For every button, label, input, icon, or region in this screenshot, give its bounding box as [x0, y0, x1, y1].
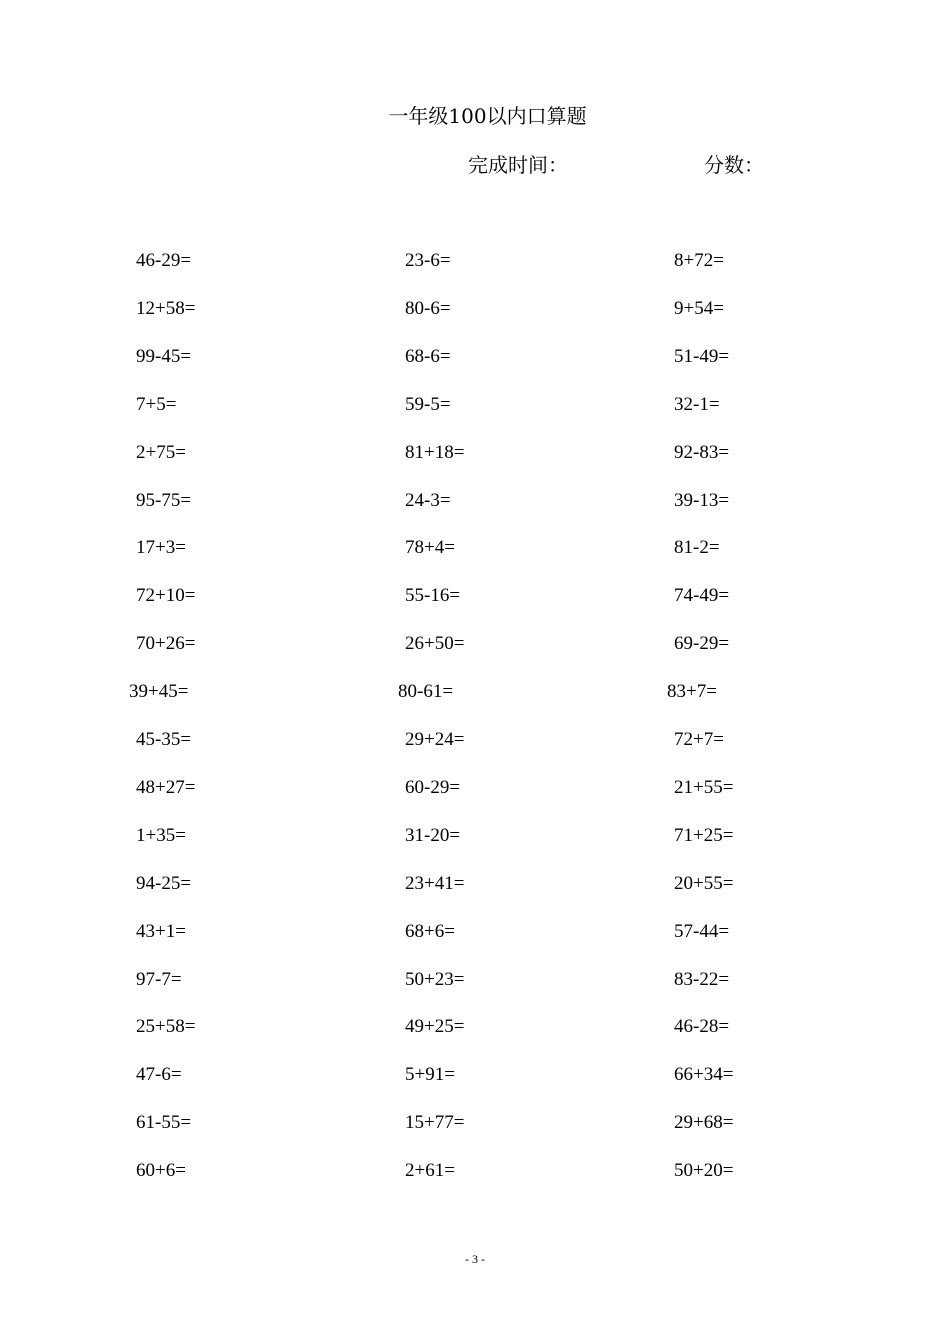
problem-item: 48+27= — [136, 777, 196, 798]
problem-item: 66+34= — [674, 1064, 734, 1085]
problem-item: 68-6= — [405, 346, 451, 367]
problem-item: 29+24= — [405, 729, 465, 750]
problem-item: 23-6= — [405, 250, 451, 271]
problem-item: 55-16= — [405, 585, 461, 606]
problem-item: 94-25= — [136, 873, 192, 894]
problem-item: 39+45= — [129, 681, 189, 702]
problem-item: 95-75= — [136, 490, 192, 511]
problem-item: 81-2= — [674, 537, 720, 558]
problem-item: 60-29= — [405, 777, 461, 798]
completion-time-label: 完成时间： — [468, 153, 568, 177]
problem-item: 59-5= — [405, 394, 451, 415]
problem-item: 39-13= — [674, 490, 730, 511]
problem-item: 15+77= — [405, 1112, 465, 1133]
problem-item: 81+18= — [405, 442, 465, 463]
page-title: 一年级100以内口算题 — [388, 104, 587, 128]
problem-item: 74-49= — [674, 585, 730, 606]
problem-item: 12+58= — [136, 298, 196, 319]
problem-item: 8+72= — [674, 250, 724, 271]
problem-item: 32-1= — [674, 394, 720, 415]
page-number: - 3 - — [465, 1252, 485, 1266]
problem-item: 72+7= — [674, 729, 724, 750]
problem-item: 7+5= — [136, 394, 177, 415]
problem-item: 2+61= — [405, 1160, 455, 1181]
problem-item: 80-61= — [398, 681, 454, 702]
problem-item: 1+35= — [136, 825, 186, 846]
problem-item: 51-49= — [674, 346, 730, 367]
problem-item: 72+10= — [136, 585, 196, 606]
problem-item: 47-6= — [136, 1064, 182, 1085]
problem-item: 50+20= — [674, 1160, 734, 1181]
problem-item: 99-45= — [136, 346, 192, 367]
problem-item: 46-28= — [674, 1016, 730, 1037]
problem-item: 50+23= — [405, 969, 465, 990]
problem-item: 71+25= — [674, 825, 734, 846]
problem-item: 25+58= — [136, 1016, 196, 1037]
problem-item: 24-3= — [405, 490, 451, 511]
problem-item: 46-29= — [136, 250, 192, 271]
problem-item: 29+68= — [674, 1112, 734, 1133]
problem-item: 61-55= — [136, 1112, 192, 1133]
problem-item: 78+4= — [405, 537, 455, 558]
problem-item: 5+91= — [405, 1064, 455, 1085]
problem-item: 60+6= — [136, 1160, 186, 1181]
problem-item: 69-29= — [674, 633, 730, 654]
problem-item: 43+1= — [136, 921, 186, 942]
problem-item: 70+26= — [136, 633, 196, 654]
problem-item: 45-35= — [136, 729, 192, 750]
problem-item: 21+55= — [674, 777, 734, 798]
problem-item: 83+7= — [667, 681, 717, 702]
problem-item: 83-22= — [674, 969, 730, 990]
problem-item: 20+55= — [674, 873, 734, 894]
problem-item: 49+25= — [405, 1016, 465, 1037]
score-label: 分数： — [704, 153, 764, 177]
problem-item: 97-7= — [136, 969, 182, 990]
problem-item: 9+54= — [674, 298, 724, 319]
problem-item: 57-44= — [674, 921, 730, 942]
problem-item: 92-83= — [674, 442, 730, 463]
problem-item: 80-6= — [405, 298, 451, 319]
problem-item: 23+41= — [405, 873, 465, 894]
problem-item: 17+3= — [136, 537, 186, 558]
problem-item: 68+6= — [405, 921, 455, 942]
problem-item: 31-20= — [405, 825, 461, 846]
problem-item: 2+75= — [136, 442, 186, 463]
problem-item: 26+50= — [405, 633, 465, 654]
